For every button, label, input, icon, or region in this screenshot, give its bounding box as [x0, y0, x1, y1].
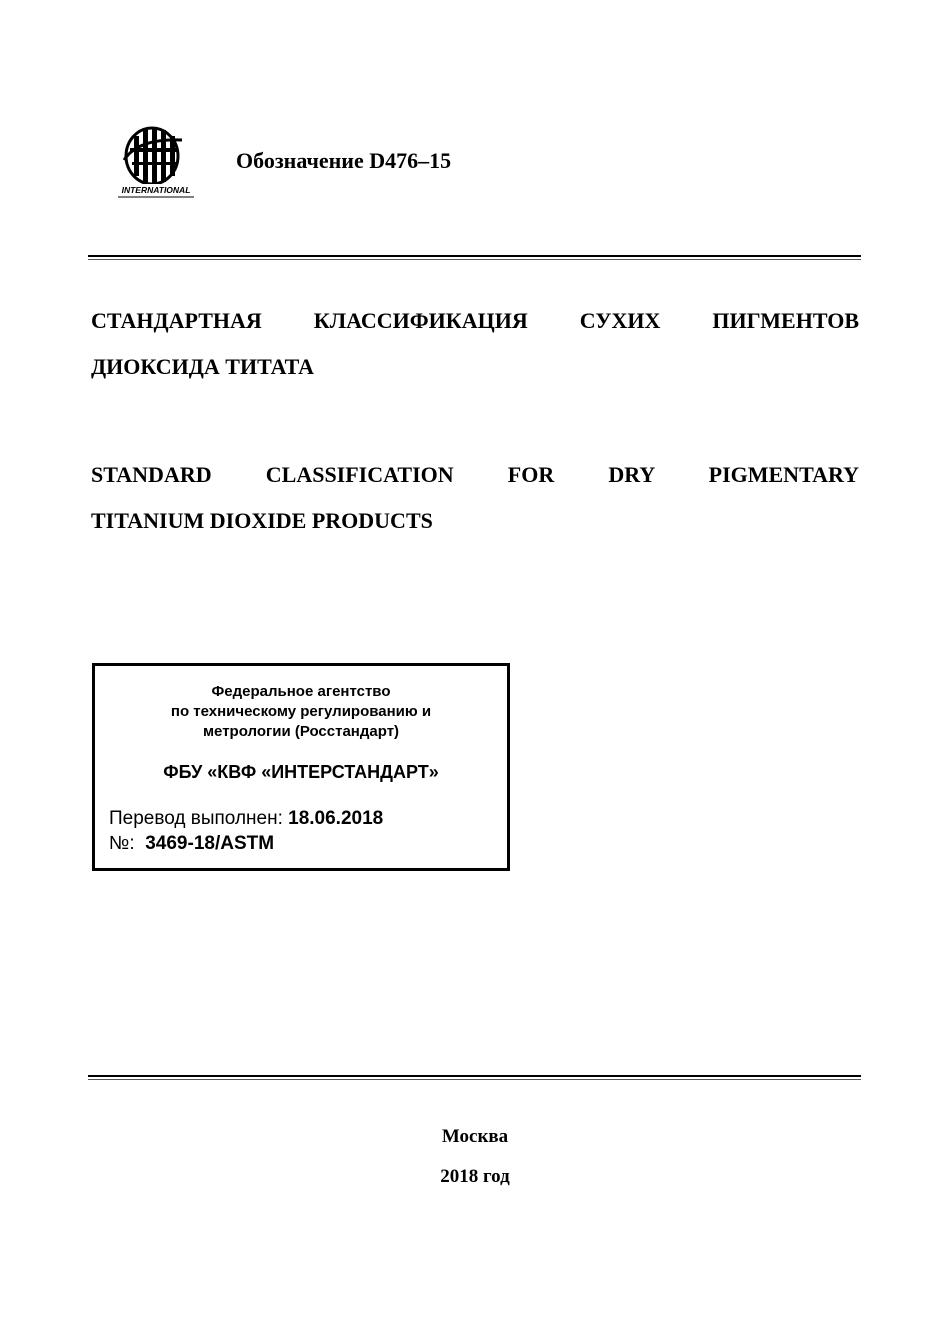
year: 2018 год	[440, 1166, 510, 1187]
stamp-agency-line-1: Федеральное агентство	[211, 683, 391, 700]
number-label: №:	[109, 833, 135, 854]
stamp-translation-date	[109, 808, 383, 830]
svg-text:INTERNATIONAL: INTERNATIONAL	[121, 185, 191, 195]
russian-title-line-2: ДИОКСИДА ТИТАТА	[91, 354, 315, 379]
stamp-document-number	[109, 833, 274, 855]
stamp-agency-line-2: по техническому регулированию и	[170, 703, 432, 720]
bottom-divider	[88, 1075, 861, 1081]
top-divider	[88, 255, 861, 261]
russian-title-line-1: СТАНДАРТНАЯ КЛАССИФИКАЦИЯ СУХИХ ПИГМЕНТОВ	[91, 308, 859, 333]
translated-label: Перевод выполнен:	[109, 808, 283, 829]
astm-logo	[108, 126, 204, 200]
astm-logo-icon	[108, 126, 204, 200]
english-title-line-1: STANDARD CLASSIFICATION FOR DRY PIGMENTARY	[91, 462, 859, 487]
stamp-organization: ФБУ «КВФ «ИНТЕРСТАНДАРТ»	[163, 762, 439, 782]
number-value: 3469-18/ASTM	[145, 833, 275, 854]
translation-stamp	[92, 663, 510, 871]
city: Москва	[441, 1126, 509, 1147]
stamp-agency	[95, 682, 507, 742]
english-title	[91, 452, 859, 544]
translated-date: 18.06.2018	[288, 808, 384, 829]
designation-title: Обозначение D476–15	[236, 148, 452, 173]
english-title-line-2: TITANIUM DIOXIDE PRODUCTS	[91, 508, 433, 533]
russian-title	[91, 298, 859, 390]
stamp-agency-line-3: метрологии (Росстандарт)	[202, 723, 400, 740]
